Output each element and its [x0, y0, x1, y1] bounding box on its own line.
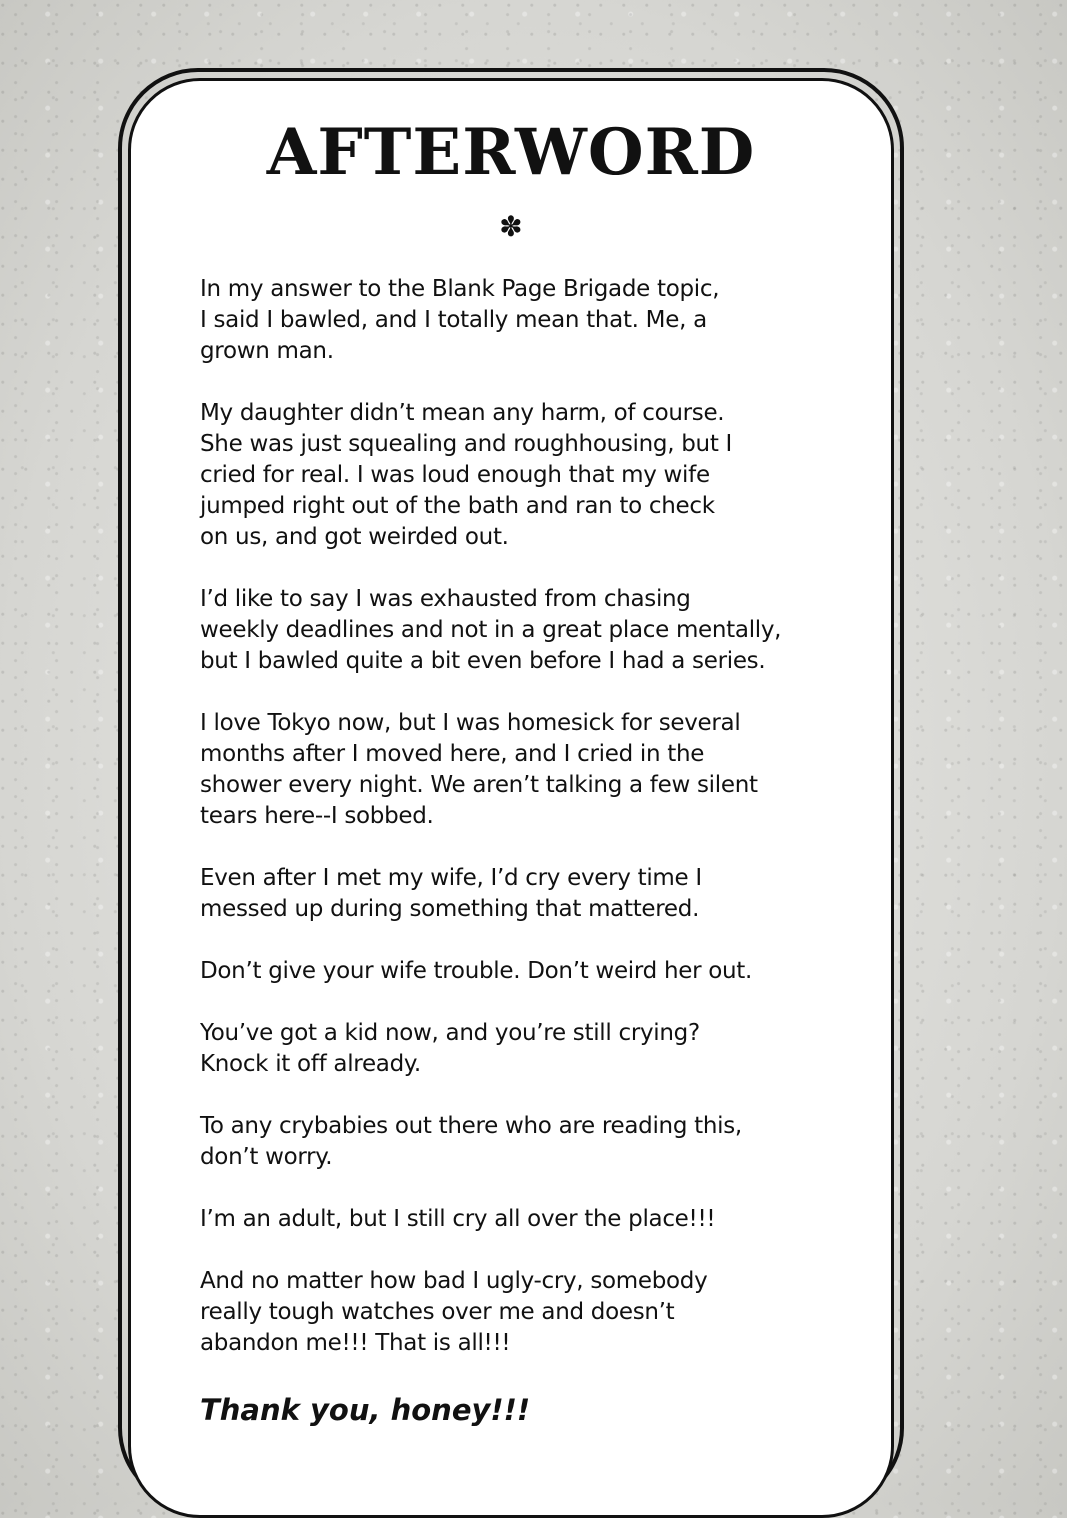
paragraph-5: Even after I met my wife, I’d cry every time I messed up during something that mattered. — [200, 865, 702, 922]
paragraph-6: Don’t give your wife trouble. Don’t weird her out. — [200, 958, 753, 984]
paragraph-7: You’ve got a kid now, and you’re still crying? Knock it off already. — [200, 1020, 700, 1077]
paragraph-3: I’d like to say I was exhausted from chasing weekly deadlines and not in a great place mentally, but I bawled quite a bit even before I had a series. — [200, 586, 782, 674]
closing-line: Thank you, honey!!! — [200, 1393, 531, 1427]
paragraph-10: And no matter how bad I ugly-cry, somebody really tough watches over me and doesn’t abandon me!!! That is all!!! — [200, 1268, 708, 1356]
paragraph-2: My daughter didn’t mean any harm, of course. She was just squealing and roughhousing, but I cried for real. I was loud enough that my wife jumped right out of the bath and ran to check on us, and got weirded out. — [200, 400, 733, 550]
paragraph-4: I love Tokyo now, but I was homesick for several months after I moved here, and I cried in the shower every night. We aren’t talking a few silent tears here--I sobbed. — [200, 710, 758, 829]
flower-ornament-icon: ✽ — [499, 210, 523, 243]
afterword-body — [200, 274, 860, 1390]
paragraph-1: In my answer to the Blank Page Brigade topic, I said I bawled, and I totally mean that. Me, a grown man. — [200, 276, 720, 364]
paragraph-9: I’m an adult, but I still cry all over the place!!! — [200, 1206, 716, 1232]
page-title: AFTERWORD — [266, 115, 756, 190]
paragraph-8: To any crybabies out there who are reading this, don’t worry. — [200, 1113, 742, 1170]
